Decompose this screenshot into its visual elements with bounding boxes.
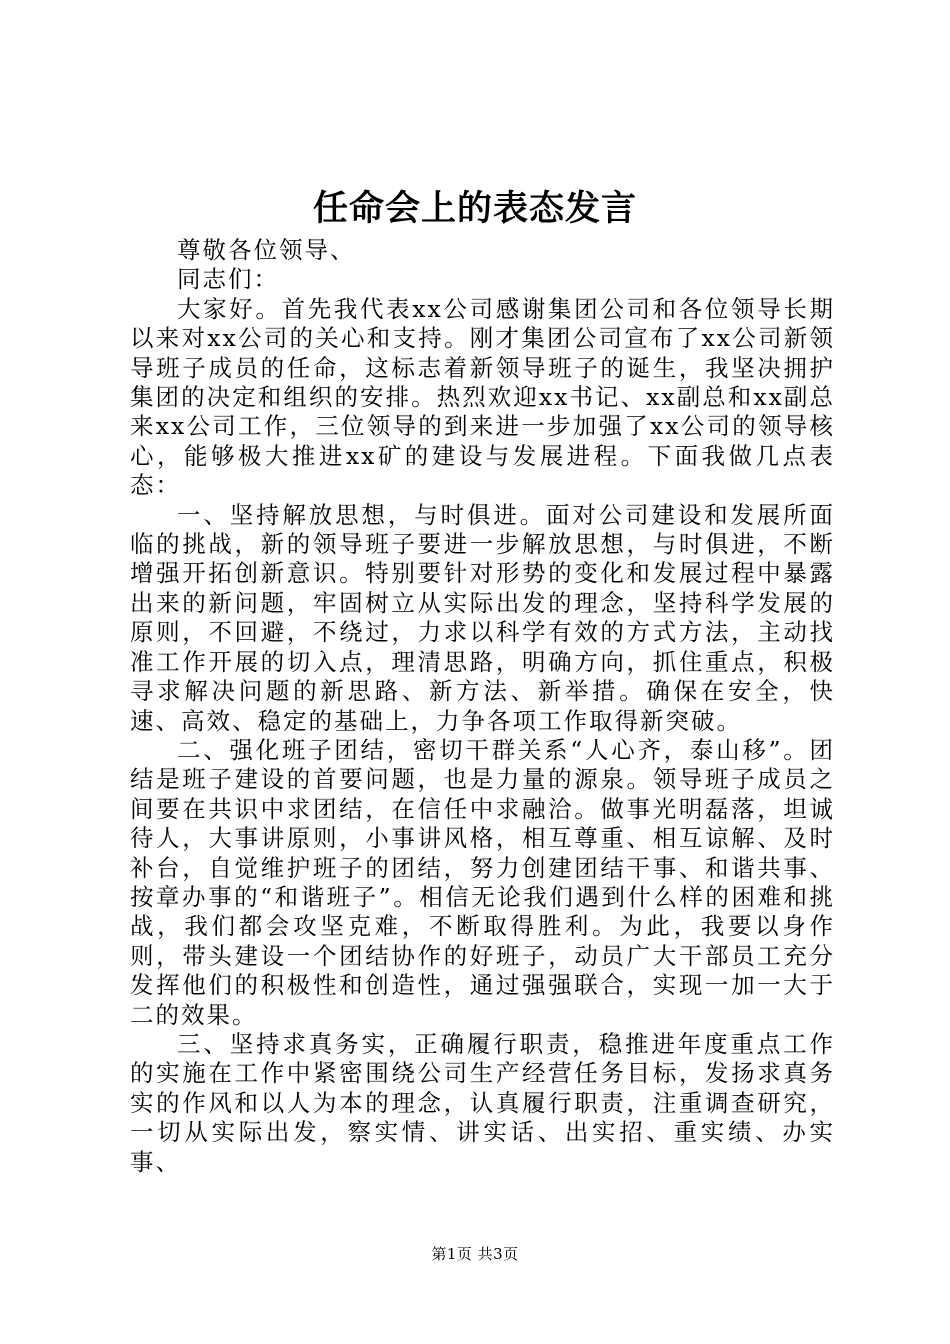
page-title: 任命会上的表态发言 — [312, 188, 637, 229]
salutation-line-2: 同志们： — [177, 265, 279, 294]
paragraph-point-2: 二、强化班子团结，密切干群关系“人心齐，泰山移”。团结是班子建设的首要问题，也是力量的源泉。领导班子成员之间要在共识中求团结，在信任中求融洽。做事光明磊落，坦诚待人，大事讲原则，小事讲风格，相互尊重、相互谅解、及时补台，自觉维护班子的团结，努力创建团结干事、和谐共事、按章办事的“和谐班子”。相信无论我们遇到什么样的困难和挑战，我们都会攻坚克难，不断取得胜利。为此，我要以身作则，带头建设一个团结协作的好班子，动员广大干部员工充分发挥他们的积极性和创造性，通过强强联合，实现一加一大于二的效果。 — [130, 735, 835, 1029]
salutation-line-1: 尊敬各位领导、 — [177, 236, 356, 264]
paragraph-opening: 大家好。首先我代表xx公司感谢集团公司和各位领导长期以来对xx公司的关心和支持。刚才集团公司宣布了xx公司新领导班子成员的任命，这标志着新领导班子的诞生，我坚决拥护集团的决定和组织的安排。热烈欢迎xx书记、xx副总和xx副总来xx公司工作，三位领导的到来进一步加强了xx公司的领导核心，能够极大推进xx矿的建设与发展进程。下面我做几点表态： — [130, 294, 835, 500]
paragraph-point-3: 三、坚持求真务实，正确履行职责，稳推进年度重点工作的实施在工作中紧密围绕公司生产经营任务目标，发扬求真务实的作风和以人为本的理念，认真履行职责，注重调查研究，一切从实际出发，察实情、讲实话、出实招、重实绩、办实事、 — [130, 1029, 835, 1176]
page-footer: 第1页 共3页 — [431, 1245, 519, 1263]
document-body — [130, 236, 835, 1177]
paragraph-point-1: 一、坚持解放思想，与时俱进。面对公司建设和发展所面临的挑战，新的领导班子要进一步解放思想，与时俱进，不断增强开拓创新意识。特别要针对形势的变化和发展过程中暴露出来的新问题，牢固树立从实际出发的理念，坚持科学发展的原则，不回避，不绕过，力求以科学有效的方式方法，主动找准工作开展的切入点，理清思路，明确方向，抓住重点，积极寻求解决问题的新思路、新方法、新举措。确保在安全，快速、高效、稳定的基础上，力争各项工作取得新突破。 — [130, 500, 835, 735]
